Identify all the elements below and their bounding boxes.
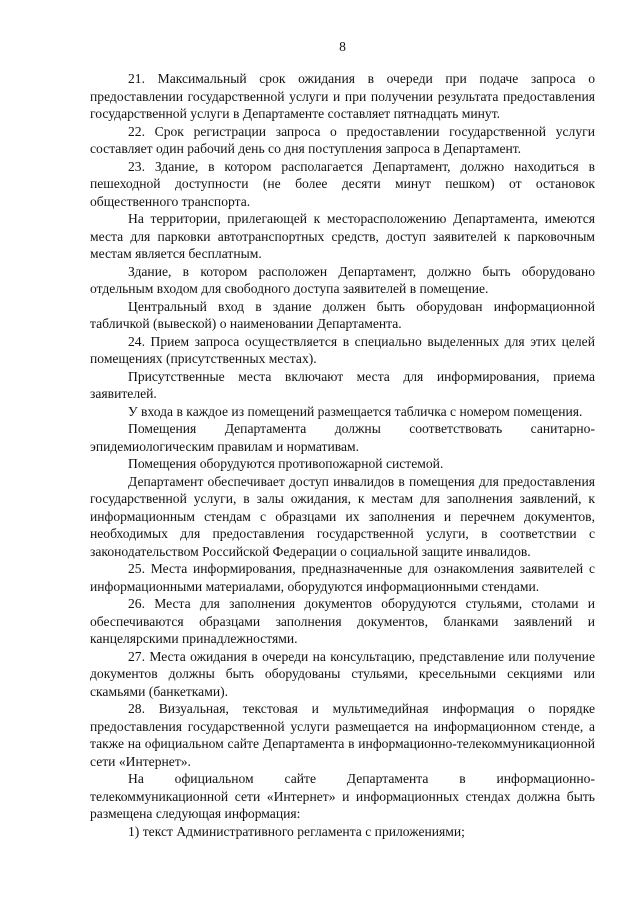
paragraph-building-entrance: Здание, в котором расположен Департамент, должно быть оборудовано отдельным входом для свободного доступа заявителей в помещение. [90,263,595,296]
list-item-1: 1) текст Административного регламента с приложениями; [128,823,465,839]
paragraph-room-sign: У входа в каждое из помещений размещается табличка с номером помещения. [128,403,583,419]
paragraph-parking: На территории, прилегающей к месторасположению Департамента, имеются места для парковки автотранспортных средств, доступ заявителей к парковочным местам является бесплатным. [90,211,595,261]
paragraph-sanitary-rules: Помещения Департамента должны соответствовать санитарно-эпидемиологическим правилам и нормативам. [90,421,595,454]
paragraph-website-info: На официальном сайте Департамента в информационно-телекоммуникационной сети «Интернет» и информационных стендах должна быть размещена следующая информация: [90,771,595,821]
paragraph-22: 22. Срок регистрации запроса о предоставлении государственной услуги составляет один рабочий день со дня поступления запроса в Департамент. [90,123,595,156]
paragraph-reception-places: Присутственные места включают места для информирования, приема заявителей. [90,368,595,401]
paragraph-25: 25. Места информирования, предназначенные для ознакомления заявителей с информационными материалами, оборудуются информационными стендами. [90,561,595,594]
paragraph-fire-system: Помещения оборудуются противопожарной системой. [128,456,444,471]
paragraph-central-entrance: Центральный вход в здание должен быть оборудован информационной табличкой (вывеской) о наименовании Департамента. [90,298,595,331]
paragraph-disabled-access: Департамент обеспечивает доступ инвалидов в помещения для предоставления государственной услуги, в залы ожидания, к местам для заполнения заявлений, к информационным стендам с образцами их заполнения и перечнем документов, необходимых для предоставления государственной услуги, в соответствии с законодательством Российской Федерации о социальной защите инвалидов. [90,473,595,559]
paragraph-23: 23. Здание, в котором располагается Департамент, должно находиться в пешеходной доступности (не более десяти минут пешком) от остановок общественного транспорта. [90,158,595,209]
paragraph-24: 24. Прием запроса осуществляется в специально выделенных для этих целей помещениях (присутственных местах). [90,333,595,366]
document-page [90,38,595,840]
paragraph-21: 21. Максимальный срок ожидания в очереди при подаче запроса о предоставлении государственной услуги и при получении результата предоставления государственной услуги в Департаменте составляет пятнадцать минут. [90,71,595,121]
paragraph-28: 28. Визуальная, текстовая и мультимедийная информация о порядке предоставления государственной услуги размещается на информационном стенде, а также на официальном сайте Департамента в информационно-телекоммуникационной сети «Интернет». [90,701,595,769]
paragraph-26: 26. Места для заполнения документов оборудуются стульями, столами и обеспечиваются образцами заполнения документов, бланками заявлений и канцелярскими принадлежностями. [90,596,595,646]
paragraph-27: 27. Места ожидания в очереди на консультацию, представление или получение документов должны быть оборудованы стульями, кресельными секциями или скамьями (банкетками). [90,648,595,699]
page-number: 8 [339,39,346,54]
